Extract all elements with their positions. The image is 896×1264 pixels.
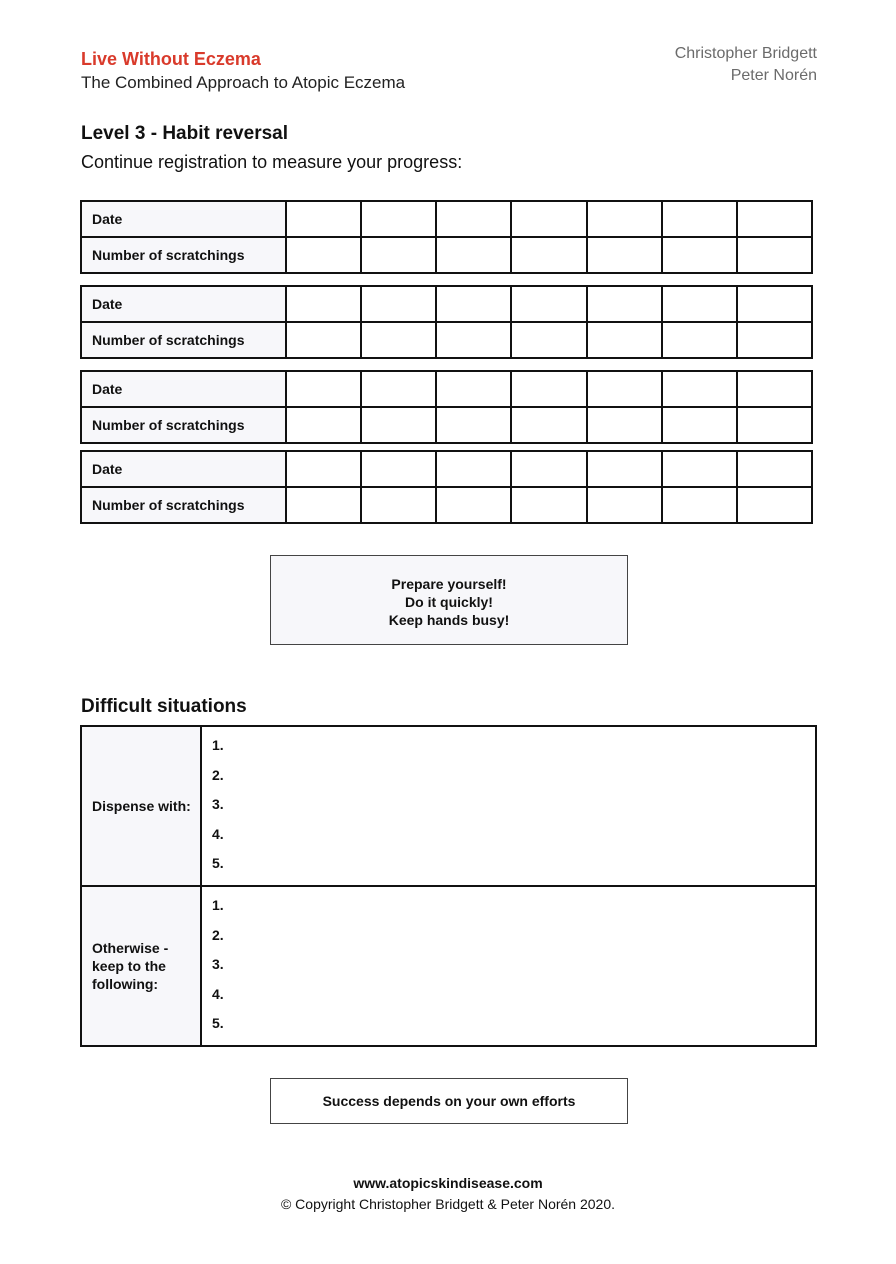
row-label: Number of scratchings xyxy=(81,237,286,273)
list-number: 5. xyxy=(212,855,224,872)
difficult-situations-table xyxy=(80,725,817,1047)
row-label: Date xyxy=(81,286,286,322)
list-number: 5. xyxy=(212,1015,224,1032)
scratch-count-row xyxy=(81,407,812,443)
list-number: 2. xyxy=(212,926,224,943)
list-number: 2. xyxy=(212,766,224,783)
tip-line: Prepare yourself! xyxy=(391,576,507,592)
scratch-count-cell[interactable] xyxy=(587,237,662,273)
situation-label: Otherwise - keep to the following: xyxy=(81,886,201,1046)
date-cell[interactable] xyxy=(587,286,662,322)
date-cell[interactable] xyxy=(361,371,436,407)
scratch-count-cell[interactable] xyxy=(361,407,436,443)
author-name: Peter Norén xyxy=(730,67,817,84)
date-row xyxy=(81,451,812,487)
date-cell[interactable] xyxy=(361,451,436,487)
scratch-count-cell[interactable] xyxy=(436,237,511,273)
date-cell[interactable] xyxy=(737,371,812,407)
row-label: Number of scratchings xyxy=(81,407,286,443)
scratch-count-cell[interactable] xyxy=(361,487,436,523)
row-label: Number of scratchings xyxy=(81,487,286,523)
situation-items[interactable] xyxy=(201,886,816,1046)
scratch-count-row xyxy=(81,237,812,273)
scratch-count-cell[interactable] xyxy=(737,237,812,273)
scratch-count-cell[interactable] xyxy=(511,322,586,358)
date-cell[interactable] xyxy=(361,201,436,237)
date-cell[interactable] xyxy=(587,451,662,487)
level-title: Level 3 - Habit reversal xyxy=(81,123,288,144)
date-cell[interactable] xyxy=(662,451,737,487)
registration-intro: Continue registration to measure your progress: xyxy=(81,152,463,172)
list-number: 3. xyxy=(212,796,224,813)
date-cell[interactable] xyxy=(286,286,361,322)
date-cell[interactable] xyxy=(587,371,662,407)
date-cell[interactable] xyxy=(436,286,511,322)
scratch-count-cell[interactable] xyxy=(662,487,737,523)
row-label: Number of scratchings xyxy=(81,322,286,358)
tip-line: Keep hands busy! xyxy=(388,612,510,628)
difficult-situations-title: Difficult situations xyxy=(81,696,247,717)
row-label: Date xyxy=(81,201,286,237)
date-cell[interactable] xyxy=(286,201,361,237)
registration-table xyxy=(80,200,813,274)
date-cell[interactable] xyxy=(587,201,662,237)
situation-items[interactable] xyxy=(201,726,816,886)
scratch-count-cell[interactable] xyxy=(737,487,812,523)
scratch-count-cell[interactable] xyxy=(662,407,737,443)
registration-table xyxy=(80,370,813,444)
scratch-count-row xyxy=(81,487,812,523)
date-cell[interactable] xyxy=(286,371,361,407)
situation-label: Dispense with: xyxy=(81,726,201,886)
situation-row xyxy=(81,726,816,886)
list-number: 4. xyxy=(212,825,224,842)
scratch-count-cell[interactable] xyxy=(511,237,586,273)
date-cell[interactable] xyxy=(511,451,586,487)
scratch-count-cell[interactable] xyxy=(436,322,511,358)
tips-box xyxy=(270,555,628,645)
author-name: Christopher Bridgett xyxy=(674,45,817,62)
scratch-count-cell[interactable] xyxy=(587,322,662,358)
scratch-count-cell[interactable] xyxy=(286,322,361,358)
registration-table xyxy=(80,450,813,524)
row-label: Date xyxy=(81,371,286,407)
scratch-count-cell[interactable] xyxy=(662,237,737,273)
date-cell[interactable] xyxy=(737,451,812,487)
scratch-count-cell[interactable] xyxy=(587,407,662,443)
row-label: Date xyxy=(81,451,286,487)
date-cell[interactable] xyxy=(737,201,812,237)
scratch-count-cell[interactable] xyxy=(436,407,511,443)
date-cell[interactable] xyxy=(436,371,511,407)
date-cell[interactable] xyxy=(511,201,586,237)
situation-row xyxy=(81,886,816,1046)
date-cell[interactable] xyxy=(662,201,737,237)
scratch-count-row xyxy=(81,322,812,358)
scratch-count-cell[interactable] xyxy=(286,407,361,443)
scratch-count-cell[interactable] xyxy=(587,487,662,523)
date-row xyxy=(81,201,812,237)
scratch-count-cell[interactable] xyxy=(737,407,812,443)
scratch-count-cell[interactable] xyxy=(662,322,737,358)
scratch-count-cell[interactable] xyxy=(286,237,361,273)
tip-line: Do it quickly! xyxy=(405,594,493,610)
scratch-count-cell[interactable] xyxy=(511,407,586,443)
scratch-count-cell[interactable] xyxy=(436,487,511,523)
date-cell[interactable] xyxy=(662,371,737,407)
footer-copyright: © Copyright Christopher Bridgett & Peter Norén 2020. xyxy=(280,1196,616,1212)
date-cell[interactable] xyxy=(436,201,511,237)
scratch-count-cell[interactable] xyxy=(511,487,586,523)
date-cell[interactable] xyxy=(511,371,586,407)
date-cell[interactable] xyxy=(361,286,436,322)
date-cell[interactable] xyxy=(511,286,586,322)
list-number: 1. xyxy=(212,737,224,753)
scratch-count-cell[interactable] xyxy=(286,487,361,523)
brand-title: Live Without Eczema xyxy=(81,49,261,69)
scratch-count-cell[interactable] xyxy=(737,322,812,358)
list-number: 1. xyxy=(212,896,224,913)
date-cell[interactable] xyxy=(286,451,361,487)
list-number: 4. xyxy=(212,985,224,1002)
date-cell[interactable] xyxy=(737,286,812,322)
date-cell[interactable] xyxy=(662,286,737,322)
date-row xyxy=(81,286,812,322)
footer-url: www.atopicskindisease.com xyxy=(353,1175,543,1191)
registration-table xyxy=(80,285,813,359)
scratch-count-cell[interactable] xyxy=(361,237,436,273)
success-box: Success depends on your own efforts xyxy=(270,1078,628,1124)
list-number: 3. xyxy=(212,956,224,973)
brand-subtitle: The Combined Approach to Atopic Eczema xyxy=(81,73,406,92)
date-cell[interactable] xyxy=(436,451,511,487)
scratch-count-cell[interactable] xyxy=(361,322,436,358)
date-row xyxy=(81,371,812,407)
